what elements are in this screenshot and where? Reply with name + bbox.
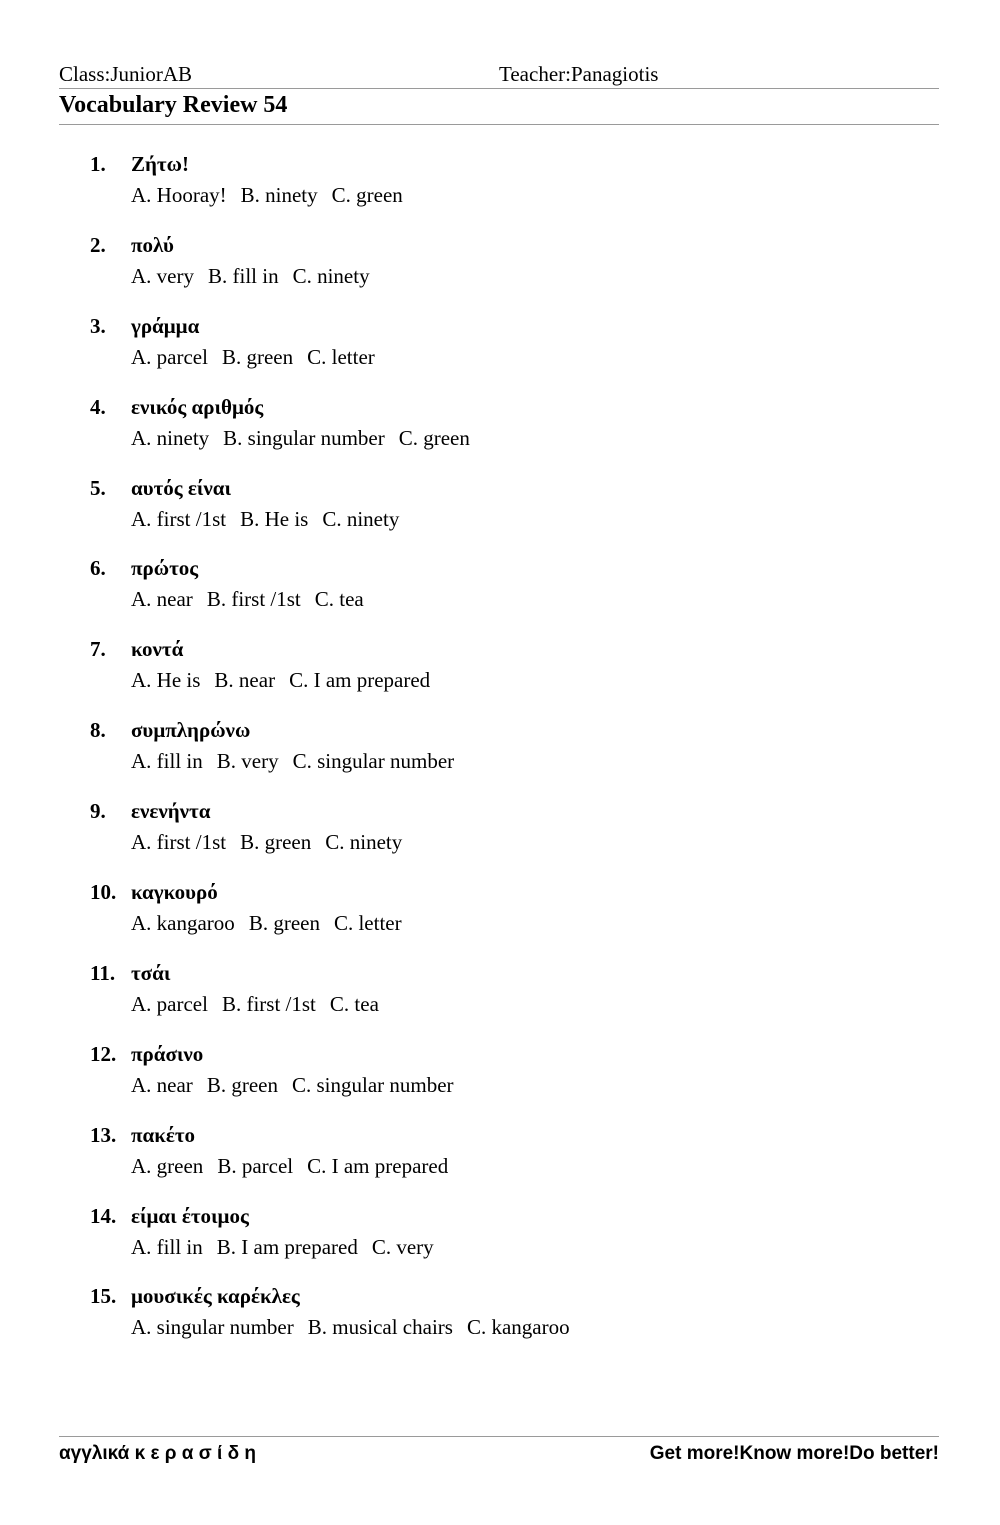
question-number: 14. <box>90 1203 117 1228</box>
answer-options <box>131 587 378 612</box>
question-item <box>0 391 1000 472</box>
question-term: αυτός είναι <box>131 475 232 500</box>
question-number: 15. <box>90 1284 117 1309</box>
answer-option: C. singular number <box>292 749 455 774</box>
worksheet-title: Vocabulary Review 54 <box>59 92 288 118</box>
answer-option: C. singular number <box>291 1072 454 1097</box>
answer-option: A. near <box>131 587 193 612</box>
question-item <box>0 148 1000 229</box>
answer-option: B. parcel <box>217 1153 294 1178</box>
answer-option: B. He is <box>240 506 309 531</box>
answer-options <box>131 1235 448 1260</box>
question-item <box>0 1200 1000 1281</box>
question-number: 3. <box>90 313 106 338</box>
question-item <box>0 552 1000 633</box>
answer-option: C. I am prepared <box>289 668 431 693</box>
question-term: καγκουρό <box>131 880 218 905</box>
question-number: 5. <box>90 475 106 500</box>
question-number: 6. <box>90 556 106 581</box>
answer-option: A. kangaroo <box>131 911 235 936</box>
answer-option: C. tea <box>314 587 364 612</box>
answer-option: B. I am prepared <box>216 1234 358 1259</box>
question-item <box>0 1038 1000 1119</box>
answer-option: C. very <box>371 1234 434 1259</box>
answer-option: B. green <box>248 911 320 936</box>
answer-option: B. musical chairs <box>307 1315 453 1340</box>
answer-option: A. parcel <box>131 344 208 369</box>
question-term: τσάι <box>131 960 171 985</box>
answer-options <box>131 1154 462 1179</box>
answer-option: C. green <box>398 425 470 450</box>
question-number: 12. <box>90 1041 117 1066</box>
question-term: πακέτο <box>131 1122 196 1147</box>
answer-options <box>131 668 444 693</box>
answer-options <box>131 992 393 1017</box>
question-term: ενικός αριθμός <box>131 394 264 419</box>
answer-option: B. near <box>214 668 276 693</box>
question-number: 2. <box>90 232 106 257</box>
answer-option: A. He is <box>131 668 201 693</box>
question-number: 1. <box>90 152 106 176</box>
answer-option: C. kangaroo <box>466 1315 570 1340</box>
answer-options <box>131 749 468 774</box>
class-label: Class:JuniorAB <box>59 62 193 86</box>
question-item <box>0 229 1000 310</box>
answer-option: A. very <box>131 263 194 288</box>
question-term: κοντά <box>131 637 184 662</box>
footer-brand: αγγλικά κ ε ρ α σ ί δ η <box>59 1443 256 1464</box>
question-number: 7. <box>90 637 106 662</box>
answer-option: A. first /1st <box>131 830 227 855</box>
question-item <box>0 714 1000 795</box>
answer-option: B. singular number <box>223 425 385 450</box>
question-item <box>0 876 1000 957</box>
title-row <box>59 92 939 125</box>
answer-option: B. fill in <box>207 263 279 288</box>
answer-option: A. singular number <box>131 1315 294 1340</box>
answer-options <box>131 507 413 532</box>
answer-option: C. tea <box>329 991 379 1016</box>
answer-options <box>131 1073 468 1098</box>
footer-divider <box>59 1436 939 1437</box>
answer-options <box>131 830 416 855</box>
answer-options <box>131 1315 584 1340</box>
answer-option: A. near <box>131 1072 193 1097</box>
question-number: 4. <box>90 394 106 419</box>
answer-options <box>131 426 484 451</box>
answer-option: B. green <box>221 344 294 369</box>
question-number: 13. <box>90 1122 117 1147</box>
footer-slogan: Get more!Know more!Do better! <box>649 1443 939 1464</box>
question-number: 11. <box>90 960 116 985</box>
question-term: είμαι έτοιμος <box>131 1203 249 1228</box>
answer-option: B. green <box>240 830 312 855</box>
question-item <box>0 310 1000 391</box>
question-list <box>0 148 1000 1361</box>
question-number: 9. <box>90 799 106 824</box>
answer-option: A. fill in <box>131 749 203 774</box>
answer-option: B. green <box>206 1072 278 1097</box>
question-item <box>0 472 1000 553</box>
answer-option: C. letter <box>333 911 402 936</box>
answer-options <box>131 264 384 289</box>
question-term: πράσινο <box>131 1041 204 1066</box>
answer-option: A. fill in <box>131 1234 203 1259</box>
question-item <box>0 957 1000 1038</box>
question-term: Ζήτω! <box>131 152 189 176</box>
answer-option: C. I am prepared <box>307 1153 449 1178</box>
question-item <box>0 795 1000 876</box>
answer-options <box>131 911 416 936</box>
answer-option: B. ninety <box>240 183 318 207</box>
answer-option: A. green <box>131 1153 204 1178</box>
worksheet-header <box>59 60 939 89</box>
answer-option: B. first /1st <box>206 587 301 612</box>
question-term: μουσικές καρέκλες <box>131 1284 300 1309</box>
answer-option: A. first /1st <box>131 506 227 531</box>
question-item <box>0 1280 1000 1361</box>
question-term: πολύ <box>131 232 174 257</box>
answer-option: A. parcel <box>131 991 208 1016</box>
answer-options <box>131 183 417 208</box>
answer-option: C. ninety <box>292 263 370 288</box>
question-item <box>0 1119 1000 1200</box>
answer-option: B. very <box>216 749 279 774</box>
teacher-label: Teacher:Panagiotis <box>499 62 659 86</box>
answer-option: C. ninety <box>322 506 400 531</box>
answer-option: A. ninety <box>131 425 210 450</box>
answer-option: C. ninety <box>325 830 403 855</box>
question-term: γράμμα <box>131 313 200 338</box>
question-term: ενενήντα <box>131 799 211 824</box>
answer-option: C. letter <box>307 344 375 369</box>
question-number: 8. <box>90 718 106 743</box>
question-item <box>0 633 1000 714</box>
answer-options <box>131 345 389 370</box>
question-term: συμπληρώνω <box>131 718 251 743</box>
question-number: 10. <box>90 880 117 905</box>
question-term: πρώτος <box>131 556 199 581</box>
answer-option: C. green <box>331 183 403 207</box>
answer-option: B. first /1st <box>221 991 316 1016</box>
answer-option: A. Hooray! <box>131 183 227 207</box>
